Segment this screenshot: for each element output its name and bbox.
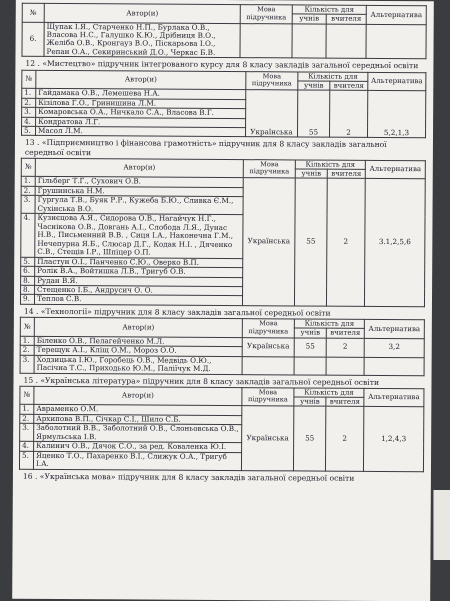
- col-students: учнів: [294, 328, 326, 337]
- col-lang: Мова підручника: [240, 5, 292, 24]
- col-teachers: вчителя: [326, 328, 364, 337]
- table-top: [21, 3, 426, 60]
- row-authors: Архипова В.П., Січкар С.І., Шило С.Б.: [34, 414, 242, 425]
- section-title-16: 16 . «Українська мова» підручник для 8 класу закладів загальної середньої освіти: [22, 471, 355, 483]
- col-teachers: вчителя: [330, 81, 368, 90]
- row-authors: Комаровська О.А., Ничкало С.А., Власова В.Г.: [36, 107, 246, 118]
- col-num: №: [22, 70, 36, 89]
- col-authors: Автор(и): [44, 3, 240, 23]
- col-alt: Альтернатива: [365, 160, 425, 179]
- row-number: 3.: [20, 423, 34, 441]
- alternative-cell: 5,2,1,3: [367, 90, 425, 138]
- row-authors: Грушинська Н.М.: [35, 186, 243, 197]
- row-number: 8.: [21, 285, 35, 295]
- row-authors: Ходзицька І.Ю., Горобець О.В., Медвідь О.Ю., Пасічна Т.С., Приходько Ю.М., Паліїчук М.Д.: [34, 355, 242, 374]
- row-authors: Біленко О.В., Пелагейченко М.Л.: [34, 336, 242, 347]
- row-authors: Гургула Т.В., Буяк Р.Р., Кужеба Б.Ю., Сливка Є.М., Сухінська В.О.: [35, 196, 243, 215]
- row-number: 3.: [20, 355, 34, 373]
- col-lang: Мова підручника: [242, 387, 294, 406]
- col-students: учнів: [294, 397, 326, 406]
- teachers-count: 2: [326, 338, 364, 357]
- row-number: 2.: [22, 98, 36, 108]
- teachers-count: 2: [326, 178, 365, 306]
- row-authors: Теплов С.В.: [34, 295, 242, 306]
- table-12: [21, 69, 426, 138]
- row-number: 1.: [20, 336, 34, 346]
- row-authors: Кондратова Л.Г.: [36, 117, 246, 128]
- language-cell: Українська: [242, 337, 294, 356]
- row-authors: Ролік В.А., Войтишка Л.В., Тригуб О.В.: [35, 266, 243, 277]
- section-title-12: 12 . «Мистецтво» підручник інтегрованого курсу для 8 класу закладів загальної середньої освіти: [25, 59, 419, 71]
- row-number: 6.: [21, 266, 35, 276]
- alternative-cell: 1,2,4,3: [363, 406, 423, 471]
- section-title-14: 14 . «Технології» підручник для 8 класу закладів загальної середньої освіти: [23, 306, 331, 318]
- col-count: Кількість для: [294, 319, 364, 329]
- table-row: [22, 22, 426, 59]
- row-number: 4.: [21, 213, 35, 257]
- table-header-row: [22, 3, 426, 15]
- col-authors: Автор(и): [34, 386, 242, 406]
- alternative-cell: 3.1,2,5,6: [364, 179, 425, 307]
- col-teachers: вчителя: [326, 397, 364, 406]
- teachers-count: 2: [329, 90, 367, 138]
- row-authors: Гайдамака О.В., Лемешева Н.А.: [36, 88, 246, 99]
- language-cell: Українська: [241, 406, 293, 471]
- row-authors: Щупак І.Я., Старченко Н.П., Бурлака О.В., Власова Н.С., Галушко К.Ю., Дрібниця В.О., Желіба О.В., Кронгауз В.О., Піскарьова І.О., Репан О.А., Секиринський Д.О., Черкас Б.В.: [44, 22, 240, 58]
- col-num: №: [20, 317, 34, 336]
- row-number: 2.: [21, 186, 35, 196]
- row-authors: Кузнєцова А.Я., Сидорова О.В., Нагайчук Н.Г., Часнікова О.В., Довгань А.І., Слобода Л.Я., Дунас Н.В., Письменний В.В. , Сиця І.А., Наконечна Г.М., Нечепурна Я.Б., Слюсар Д.Г., Кодак Н.І. , Дяченко С.В., Стещів І.Р., Шпіцер О.П.: [35, 213, 243, 258]
- row-number: 1.: [20, 404, 34, 414]
- col-students: учнів: [295, 169, 327, 178]
- alternative-cell: 3,2: [364, 338, 424, 357]
- row-number: 5.: [21, 257, 35, 267]
- table-15: [19, 385, 425, 471]
- row-number: 2.: [20, 345, 34, 355]
- row-number: 9.: [20, 295, 34, 305]
- row-authors: Рудан В.Я.: [35, 276, 243, 287]
- students-count: 55: [294, 178, 327, 306]
- adjacent-paper-edge: [433, 490, 450, 560]
- row-number: 2.: [20, 414, 34, 424]
- language-cell: Українська: [242, 178, 295, 306]
- col-alt: Альтернатива: [364, 388, 424, 407]
- col-authors: Автор(и): [35, 158, 243, 178]
- col-count: Кількість для: [298, 72, 368, 82]
- row-number: 3.: [21, 195, 35, 213]
- teachers-count: 2: [325, 406, 363, 471]
- col-alt: Альтернатива: [364, 319, 424, 338]
- row-authors: Заболотний В.В., Заболотний О.В., Слоньовська О.В., Ярмульська І.В.: [34, 423, 242, 442]
- col-authors: Автор(и): [34, 317, 242, 337]
- col-lang: Мова підручника: [242, 319, 294, 338]
- col-lang: Мова підручника: [243, 159, 295, 178]
- students-count: 55: [294, 338, 326, 357]
- section-title-15: 15 . «Українська література» підручник для 8 класу закладів загальної середньої освіти: [23, 375, 380, 387]
- col-num: №: [20, 386, 34, 405]
- table-13: [20, 157, 426, 307]
- col-alt: Альтернатива: [368, 72, 426, 91]
- table-14: [20, 317, 425, 376]
- students-count: 55: [297, 90, 329, 138]
- language-cell: Українська: [245, 90, 297, 138]
- document-page: [12, 0, 434, 601]
- row-number: 8.: [21, 276, 35, 286]
- row-authors: Калинич О.В., Дячок С.О., за ред. Коваленка Ю.І.: [34, 441, 242, 452]
- row-authors: Кізілова Г.О., Гринишина Л.М.: [36, 98, 246, 109]
- row-number: 4.: [20, 441, 34, 451]
- row-authors: Терещук А.І., Кліщ О.М., Мороз О.О.: [34, 345, 242, 356]
- col-students: учнів: [298, 81, 330, 90]
- col-num: №: [21, 158, 35, 177]
- col-authors: Автор(и): [36, 70, 246, 90]
- col-alt: Альтернатива: [366, 5, 426, 24]
- row-authors: Яценко Т.О., Пахаренко В.І., Слижук О.А., Тригуб І.А.: [33, 451, 241, 470]
- students-count: 55: [293, 406, 325, 471]
- col-students: учнів: [292, 14, 326, 23]
- col-teachers: вчителя: [326, 14, 366, 23]
- section-title-13: 13 . «Підприємництво і фінансова грамотність» підручник для 8 класу закладів загальної середньої освіти: [24, 138, 387, 157]
- col-lang: Мова підручника: [246, 71, 298, 90]
- row-number: 1.: [21, 176, 35, 186]
- col-teachers: вчителя: [327, 169, 365, 178]
- col-count: Кількість для: [295, 160, 365, 170]
- row-number: 5.: [19, 451, 33, 469]
- row-number: 3.: [22, 107, 36, 117]
- row-authors: Масол Л.М.: [35, 126, 245, 137]
- col-count: Кількість для: [294, 388, 364, 398]
- row-authors: Авраменко О.М.: [34, 404, 242, 415]
- row-authors: Стещенко І.Б., Андрусич О. О.: [35, 285, 243, 296]
- col-num: №: [22, 3, 44, 22]
- table-row: [20, 355, 424, 375]
- row-number: 6.: [22, 22, 44, 57]
- row-number: 4.: [22, 117, 36, 127]
- row-number: 1.: [22, 88, 36, 98]
- row-number: 5.: [21, 126, 35, 136]
- row-authors: Пластун О.І., Панченко С.Ю., Оверко В.П.: [35, 257, 243, 268]
- row-authors: Гільберг Т.Г., Сухович О.В.: [35, 177, 243, 188]
- col-count: Кількість для: [292, 5, 366, 15]
